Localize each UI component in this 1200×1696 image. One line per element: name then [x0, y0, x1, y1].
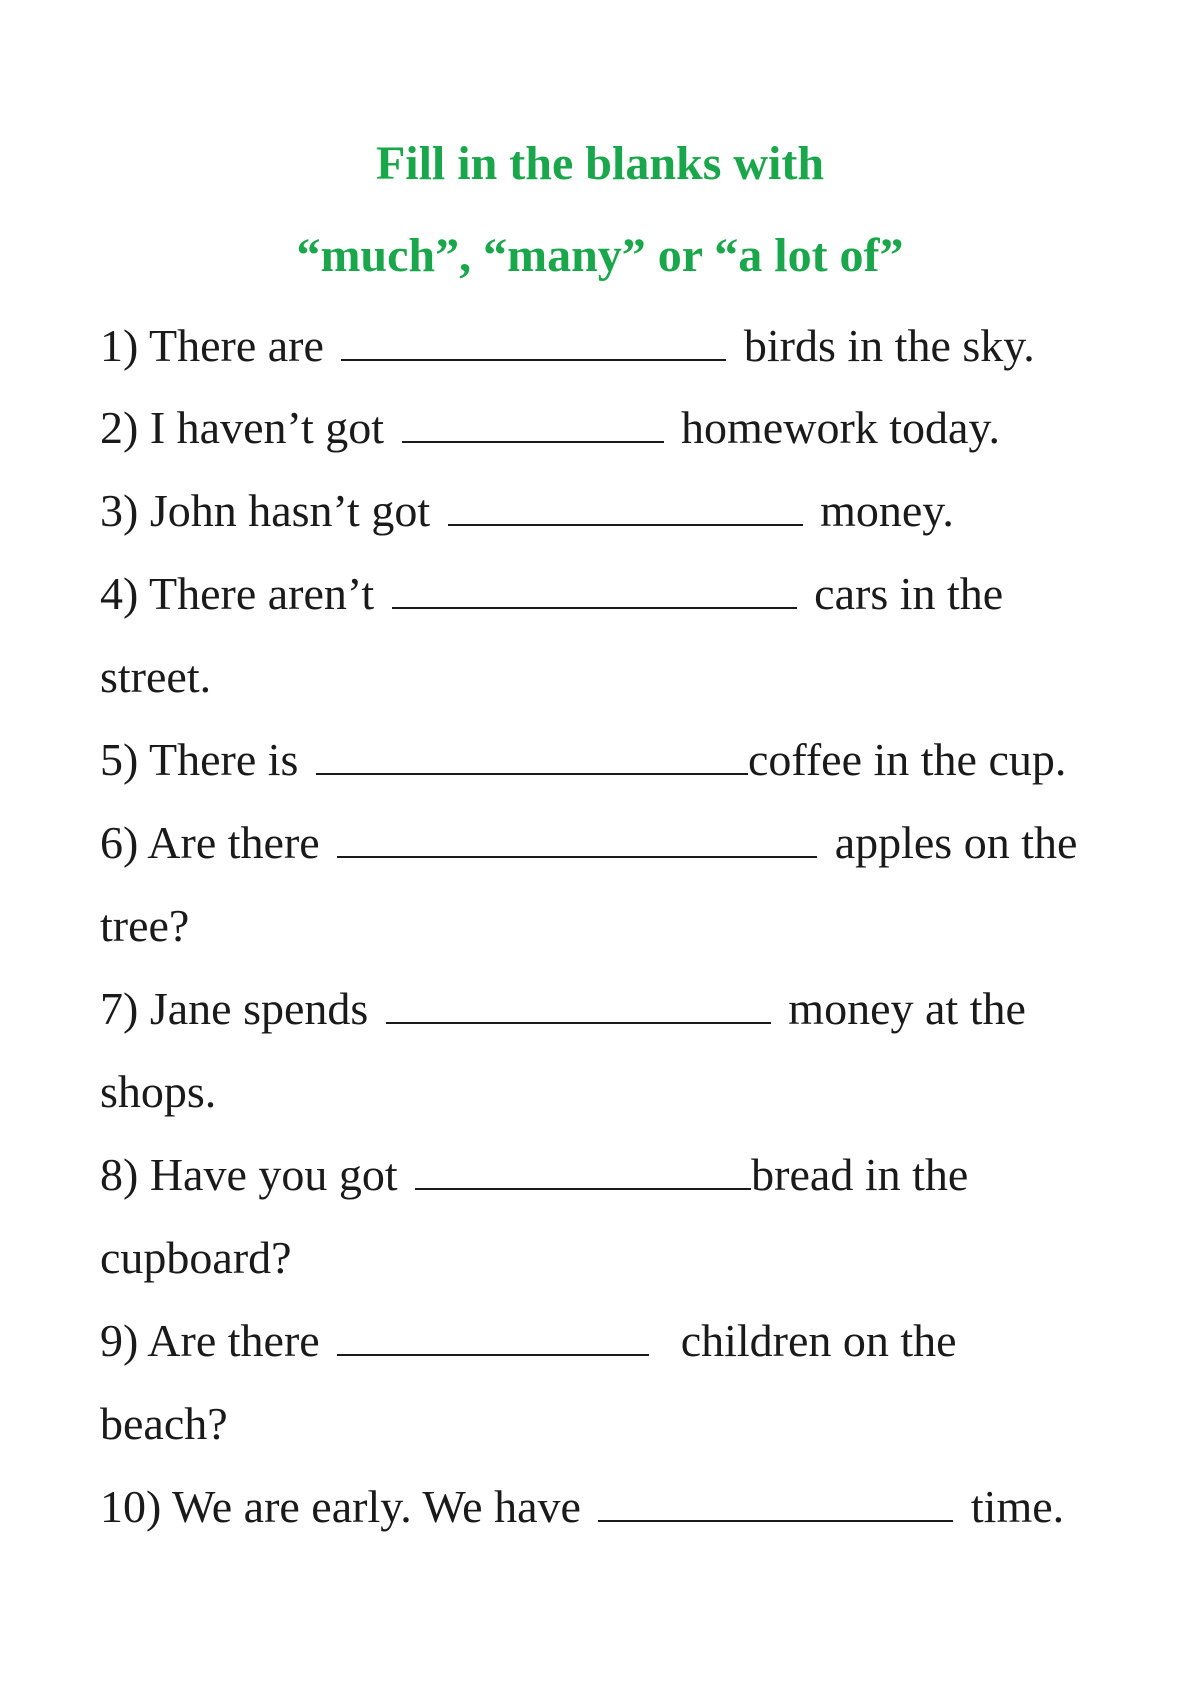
item-number: 5) [100, 734, 139, 785]
exercise-item-10 [100, 1479, 1140, 1535]
item-number: 3) [100, 485, 139, 536]
answer-blank-3[interactable] [448, 484, 803, 526]
exercise-item-4 [100, 566, 1140, 622]
exercise-item-9-continuation: beach? [100, 1398, 228, 1449]
exercise-item-4-continuation: street. [100, 651, 212, 702]
answer-blank-2[interactable] [402, 401, 664, 443]
item-text-after: time. [970, 1481, 1065, 1532]
item-text-after: money. [820, 485, 954, 536]
exercise-item-7-continuation: shops. [100, 1066, 217, 1117]
item-text-after: apples on the [834, 817, 1078, 868]
exercise-item-8-continuation: cupboard? [100, 1232, 292, 1283]
answer-blank-1[interactable] [341, 319, 726, 361]
answer-blank-4[interactable] [392, 567, 797, 609]
item-text-before: Jane spends [149, 983, 369, 1034]
exercise-item-9 [100, 1313, 1140, 1369]
answer-blank-9[interactable] [337, 1314, 649, 1356]
item-text-after: coffee in the cup. [747, 734, 1067, 785]
item-number: 4) [100, 568, 139, 619]
item-text-before: Are there [147, 1315, 320, 1366]
item-number: 9) [100, 1315, 139, 1366]
item-text-after: money at the [788, 983, 1026, 1034]
item-number: 8) [100, 1149, 139, 1200]
exercise-item-1 [100, 318, 1140, 374]
item-number: 1) [100, 320, 139, 371]
answer-blank-6[interactable] [337, 816, 817, 858]
item-number: 7) [100, 983, 139, 1034]
item-text-before: Have you got [149, 1149, 398, 1200]
exercise-item-7 [100, 981, 1140, 1037]
item-text-after: children on the [680, 1315, 957, 1366]
exercise-item-8 [100, 1147, 1140, 1203]
answer-blank-8[interactable] [415, 1148, 751, 1190]
item-text-before: There are [149, 320, 324, 371]
item-number: 10) [100, 1481, 162, 1532]
answer-blank-10[interactable] [598, 1480, 953, 1522]
answer-blank-5[interactable] [316, 733, 748, 775]
item-text-before: John hasn’t got [149, 485, 431, 536]
item-text-after: cars in the [814, 568, 1004, 619]
exercise-item-5 [100, 732, 1140, 788]
item-number: 6) [100, 817, 139, 868]
answer-blank-7[interactable] [386, 982, 771, 1024]
item-number: 2) [100, 402, 139, 453]
item-text-after: homework today. [681, 402, 1000, 453]
exercise-item-6 [100, 815, 1140, 871]
exercise-item-2 [100, 400, 1140, 456]
item-text-before: There aren’t [149, 568, 375, 619]
worksheet-title-line-2: “much”, “many” or “a lot of” [296, 229, 904, 282]
item-text-before: Are there [147, 817, 320, 868]
exercise-item-6-continuation: tree? [100, 900, 190, 951]
item-text-after: bread in the [751, 1149, 969, 1200]
item-text-after: birds in the sky. [743, 320, 1035, 371]
worksheet-title-line-1: Fill in the blanks with [375, 137, 825, 190]
item-text-before: There is [149, 734, 299, 785]
exercise-item-3 [100, 483, 1140, 539]
item-text-before: I haven’t got [149, 402, 385, 453]
item-text-before: We are early. We have [172, 1481, 581, 1532]
